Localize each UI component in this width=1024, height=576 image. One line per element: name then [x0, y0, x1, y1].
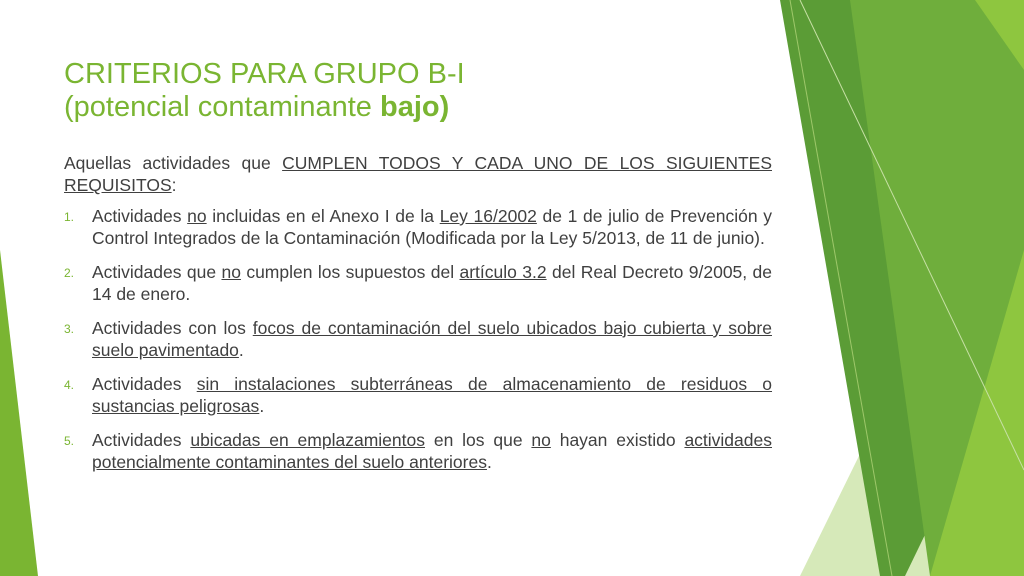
- item-text: Actividades con los: [92, 318, 253, 338]
- item-text: .: [486, 452, 492, 472]
- item-text: en los que: [424, 430, 532, 450]
- item-underlined-text: no: [221, 262, 241, 282]
- title-line-2: [64, 91, 744, 124]
- item-underlined-text: sin instalaciones subterráneas de almacenamiento de residuos o sustancias peligrosas: [92, 374, 773, 416]
- list-item: [64, 317, 772, 361]
- list-item-number: 1.: [64, 210, 75, 224]
- item-text: Actividades: [92, 206, 188, 226]
- item-underlined-text: Ley 16/2002: [439, 206, 537, 226]
- item-text: incluidas en el Anexo I de la: [206, 206, 440, 226]
- intro-underlined: CUMPLEN TODOS Y CADA UNO DE LOS SIGUIENTES REQUISITOS: [64, 153, 772, 195]
- list-item-number: 2.: [64, 266, 75, 280]
- title-line-1: CRITERIOS PARA GRUPO B-I: [64, 58, 465, 90]
- slide-body: [64, 152, 772, 485]
- item-text: del Real Decreto 9/2005, de 14 de enero.: [92, 262, 772, 304]
- list-item-number: 3.: [64, 322, 75, 336]
- title-line-2-regular: (potencial contaminante: [64, 91, 380, 123]
- list-item-number: 5.: [64, 434, 75, 448]
- intro-pre: Aquellas actividades que: [64, 153, 283, 173]
- item-underlined-text: artículo 3.2: [459, 262, 547, 282]
- item-underlined-text: focos de contaminación del suelo ubicados bajo cubierta y sobre suelo pavimentado: [92, 318, 772, 360]
- item-text: Actividades que: [92, 262, 222, 282]
- title-line-2-bold: bajo): [379, 91, 450, 123]
- list-item-number: 4.: [64, 378, 75, 392]
- item-text: cumplen los supuestos del: [240, 262, 460, 282]
- item-text: de 1 de julio de Prevención y Control Integrados de la Contaminación (Modificada por la Ley 5/2013, de 11 de junio).: [92, 206, 772, 248]
- left-green-sliver: [0, 250, 38, 576]
- item-text: Actividades: [92, 374, 197, 394]
- item-underlined-text: actividades potencialmente contaminantes del suelo anteriores: [92, 430, 772, 472]
- item-text: .: [259, 396, 265, 416]
- intro-paragraph: [64, 152, 772, 196]
- list-item: [64, 205, 772, 249]
- item-underlined-text: ubicadas en emplazamientos: [190, 430, 425, 450]
- slide-title: [64, 58, 744, 124]
- item-underlined-text: no: [531, 430, 551, 450]
- list-item: [64, 373, 772, 417]
- requirements-list: [64, 205, 772, 473]
- item-text: .: [238, 340, 244, 360]
- item-text: Actividades: [92, 430, 191, 450]
- item-text: hayan existido: [550, 430, 685, 450]
- list-item: [64, 429, 772, 473]
- item-underlined-text: no: [187, 206, 207, 226]
- list-item: [64, 261, 772, 305]
- intro-post: :: [171, 175, 177, 195]
